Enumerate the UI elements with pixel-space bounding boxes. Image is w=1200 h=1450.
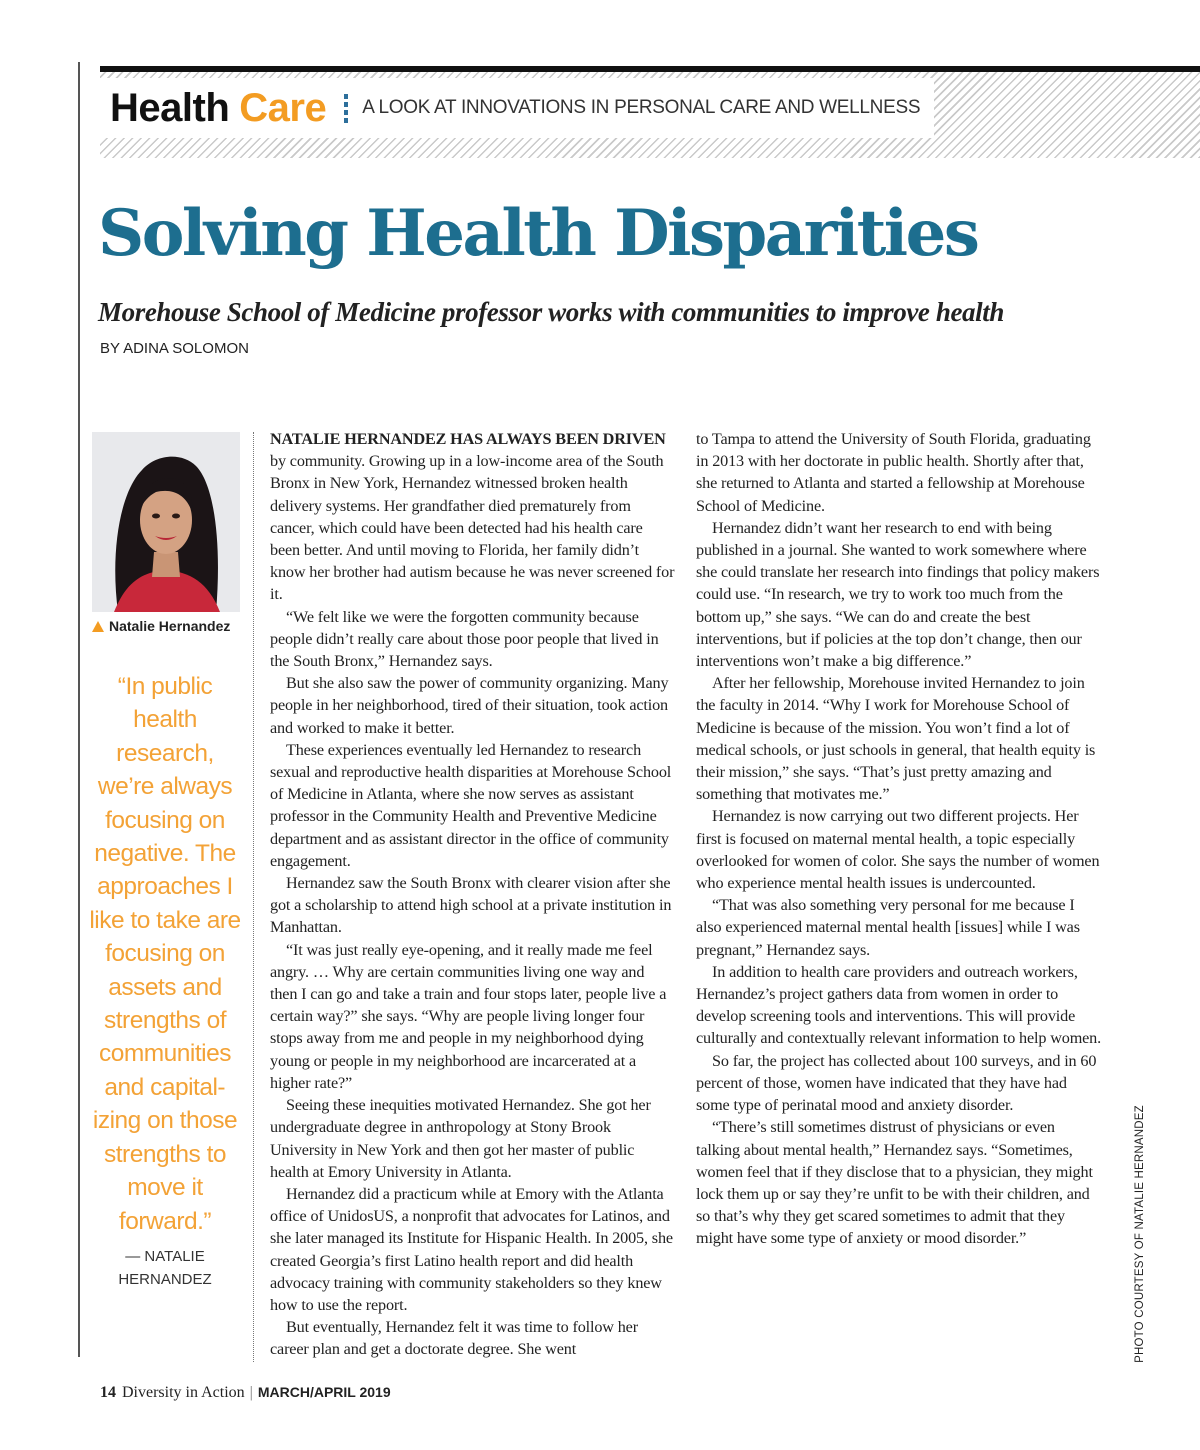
- pull-quote: “In public health research, we’re always focusing on negative. The approaches I like to take are focusing on assets and strengths of communities and capitalizing on those strengths to move it forward.”: [89, 673, 241, 1235]
- article-column-2: [696, 428, 1101, 1250]
- article-title: Solving Health Disparities: [98, 196, 978, 271]
- photo-credit: PHOTO COURTESY OF NATALIE HERNANDEZ: [1134, 1105, 1146, 1363]
- article-column-1: [270, 428, 675, 1361]
- body-paragraph: But eventually, Hernandez felt it was time to follow her career plan and get a doctorate degree. She went: [270, 1318, 638, 1359]
- left-margin-rule: [78, 62, 80, 1357]
- body-paragraph: Seeing these inequities motivated Hernandez. She got her undergraduate degree in anthropology at Stony Brook University in New York and then got her master of public health at Emory University in Atlanta.: [270, 1096, 651, 1181]
- body-paragraph: So far, the project has collected about 100 surveys, and in 60 percent of those, women have indicated that they have had some type of perinatal mood and anxiety disorder.: [696, 1051, 1097, 1115]
- body-paragraph: “There’s still sometimes distrust of physicians or even talking about mental health,” Hernandez says. “Sometimes, women feel that if they disclose that to a physician, they might lock them up or say they’re unfit to be with their children, and so that’s why they get scared sometimes to admit that they might have some type of anxiety or mood disorder.”: [696, 1118, 1093, 1248]
- magazine-name: Diversity in Action: [122, 1384, 245, 1401]
- page-number: 14: [100, 1384, 116, 1401]
- article-subtitle: Morehouse School of Medicine professor works with communities to improve health: [98, 297, 1004, 327]
- body-paragraph: Hernandez didn’t want her research to end with being published in a journal. She wanted to work somewhere where she could translate her research into findings that policy makers could use. “In research, we try to work too much from the bottom up,” she says. “We can do and create the best interventions, but if policies at the top don’t change, then our interventions won’t make a big difference.”: [696, 518, 1100, 671]
- body-paragraph: “We felt like we were the forgotten community because people didn’t really care about those poor people that lived in the South Bronx,” Hernandez says.: [270, 607, 659, 671]
- body-paragraph: Hernandez saw the South Bronx with clearer vision after she got a scholarship to attend high school at a private institution in Manhattan.: [270, 874, 672, 937]
- body-paragraph: [270, 428, 675, 606]
- section-name-care: Care: [239, 85, 327, 130]
- page-footer: [100, 1384, 391, 1402]
- body-paragraph: “That was also something very personal for me because I also experienced maternal mental health [issues] while I was pregnant,” Hernandez says.: [696, 896, 1080, 959]
- body-paragraph: to Tampa to attend the University of South Florida, graduating in 2013 with her doctorate in public health. Shortly after that, she returned to Atlanta and started a fellowship at Morehouse School of Medicine.: [696, 430, 1091, 515]
- column-divider: [253, 432, 254, 1362]
- body-paragraph: Hernandez is now carrying out two different projects. Her first is focused on maternal mental health, a topic especially overlooked for women of color. She says the number of women who experience mental health issues is undercounted.: [696, 807, 1100, 893]
- body-paragraph: “It was just really eye-opening, and it really made me feel angry. … Why are certain communities living one way and then I can go and take a train and four stops later, people live a certain way?” she says. “Why are people living longer four stops away from me and people in my neighborhood dying young or people in my neighborhood are incarcerated at a higher rate?”: [270, 940, 667, 1092]
- photo-caption-text: Natalie Hernandez: [109, 618, 231, 634]
- section-header: [100, 78, 934, 138]
- portrait-illustration: [92, 432, 240, 612]
- body-paragraph: Hernandez did a practicum while at Emory with the Atlanta office of UnidosUS, a nonprofit that advocates for Latinos, and she later managed its Institute for Hispanic Health. In 2005, she created Georgia’s first Latino health report and did health advocacy training with community stakeholders so they knew how to use the report.: [270, 1184, 673, 1314]
- body-paragraph-text: by community. Growing up in a low-income area of the South Bronx in New York, Hernandez witnessed broken health delivery systems. Her grandfather died prematurely from cancer, which could have been detected had his health care been better. And until moving to Florida, her family didn’t know her brother had autism because he was never screened for it.: [270, 452, 675, 604]
- body-paragraph: After her fellowship, Morehouse invited Hernandez to join the faculty in 2014. “Why I work for Morehouse School of Medicine is because of the mission. You won’t find a lot of medical schools, or just schools in general, that health equity is their mission,” she says. “That’s just pretty amazing and something that motivates me.”: [696, 674, 1096, 804]
- issue-date: MARCH/APRIL 2019: [257, 1384, 391, 1400]
- section-tagline: A LOOK AT INNOVATIONS IN PERSONAL CARE AND WELLNESS: [362, 97, 921, 118]
- dotted-divider-icon: [344, 94, 348, 123]
- body-paragraph: These experiences eventually led Hernandez to research sexual and reproductive health disparities at Morehouse School of Medicine in Atlanta, where she now serves as assistant professor in the Community Health and Preventive Medicine department and as assistant director in the office of community engagement.: [270, 740, 672, 870]
- lead-in: NATALIE HERNANDEZ HAS ALWAYS BEEN DRIVEN: [270, 430, 666, 448]
- portrait-photo: [92, 432, 240, 612]
- body-paragraph: In addition to health care providers and outreach workers, Hernandez’s project gathers data from women in order to develop screening tools and interventions. This will provide culturally and contextually relevant information to help women.: [696, 962, 1102, 1048]
- section-name-health: Health: [110, 85, 230, 130]
- triangle-up-icon: [92, 621, 104, 632]
- byline: BY ADINA SOLOMON: [100, 340, 249, 357]
- body-paragraph: But she also saw the power of community organizing. Many people in her neighborhood, tired of their situation, took action and worked to make it better.: [270, 674, 669, 737]
- pull-quote-attribution: — NATALIE HERNANDEZ: [118, 1248, 212, 1288]
- footer-separator: |: [249, 1384, 253, 1401]
- photo-caption: [92, 618, 230, 634]
